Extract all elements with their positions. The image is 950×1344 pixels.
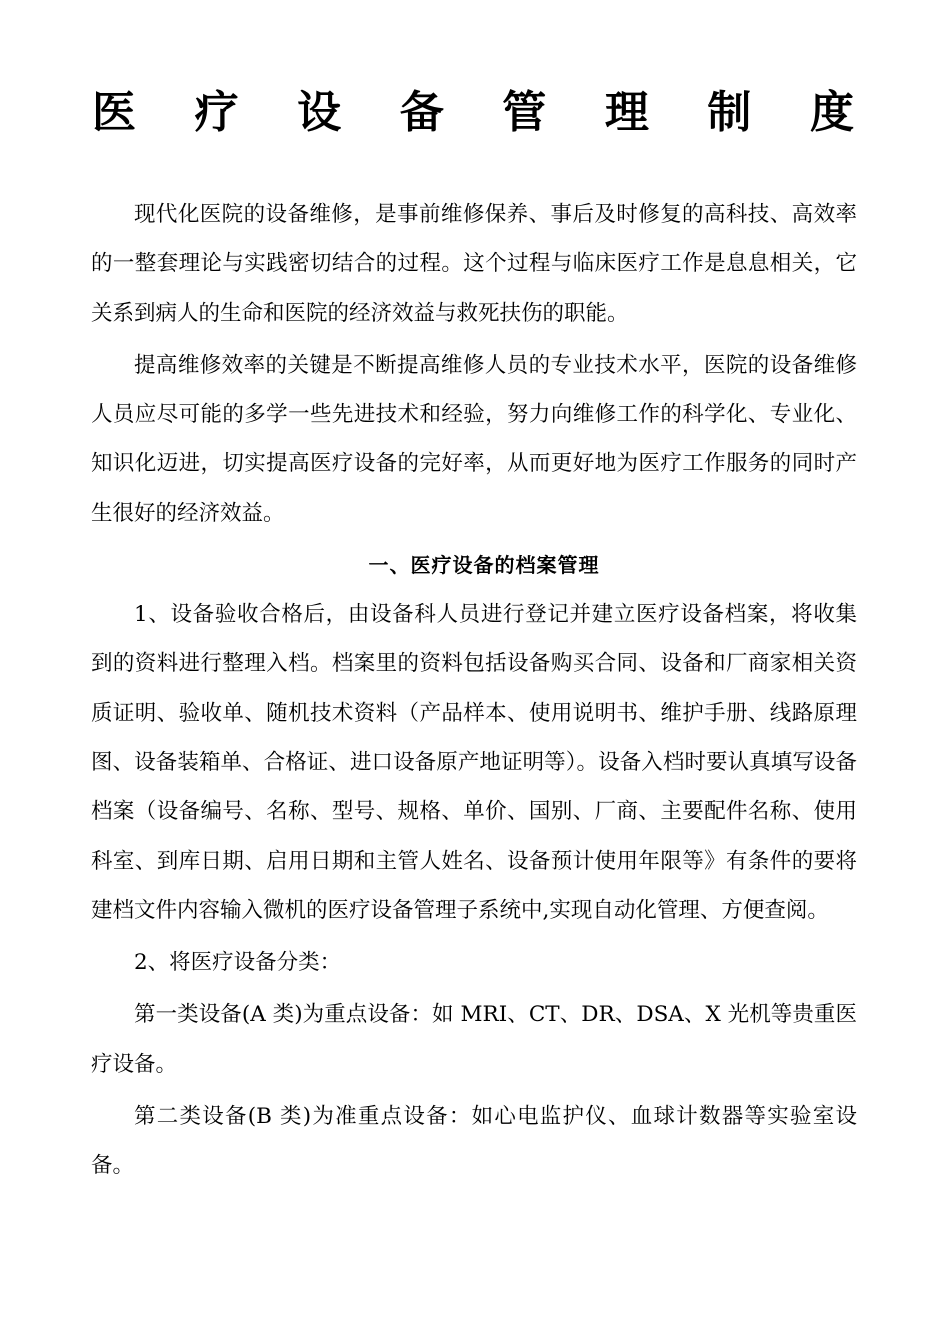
intro-paragraph: 提高维修效率的关键是不断提高维修人员的专业技术水平，医院的设备维修人员应尽可能的多学一些先进技术和经验，努力向维修工作的科学化、专业化、知识化迈进，切实提高医疗设备的完好率，从而更好地为医疗工作服务的同时产生很好的经济效益。 — [91, 352, 857, 526]
title-char: 理 — [604, 87, 649, 138]
section-paragraph: 第一类设备(A 类)为重点设备：如 MRI、CT、DR、DSA、X 光机等贵重医疗设备。 — [91, 1002, 857, 1077]
title-char: 设 — [297, 87, 342, 138]
document-body — [91, 190, 857, 1194]
intro-paragraph: 现代化医院的设备维修，是事前维修保养、事后及时修复的高科技、高效率的一整套理论与实践密切结合的过程。这个过程与临床医疗工作是息息相关，它关系到病人的生命和医院的经济效益与救死扶伤的职能。 — [91, 202, 857, 326]
page-title — [92, 86, 854, 140]
title-char: 备 — [399, 87, 444, 138]
title-char: 疗 — [194, 87, 239, 138]
title-char: 医 — [92, 87, 136, 138]
section-paragraph: 2、将医疗设备分类： — [134, 950, 342, 976]
title-char: 制 — [707, 87, 752, 138]
section-paragraph: 1、设备验收合格后，由设备科人员进行登记并建立医疗设备档案，将收集到的资料进行整理入档。档案里的资料包括设备购买合同、设备和厂商家相关资质证明、验收单、随机技术资料（产品样本、使用说明书、维护手册、线路原理图、设备装箱单、合格证、进口设备原产地证明等）。设备入档时要认真填写设备档案（设备编号、名称、型号、规格、单价、国别、厂商、主要配件名称、使用科室、到库日期、启用日期和主管人姓名、设备预计使用年限等》有条件的要将建档文件内容输入微机的医疗设备管理子系统中,实现自动化管理、方便查阅。 — [91, 602, 857, 923]
section-heading: 一、医疗设备的档案管理 — [368, 553, 600, 578]
section-paragraph: 第二类设备(B 类)为准重点设备：如心电监护仪、血球计数器等实验室设备。 — [91, 1104, 857, 1179]
title-char: 管 — [502, 87, 547, 138]
title-char: 度 — [809, 87, 854, 138]
